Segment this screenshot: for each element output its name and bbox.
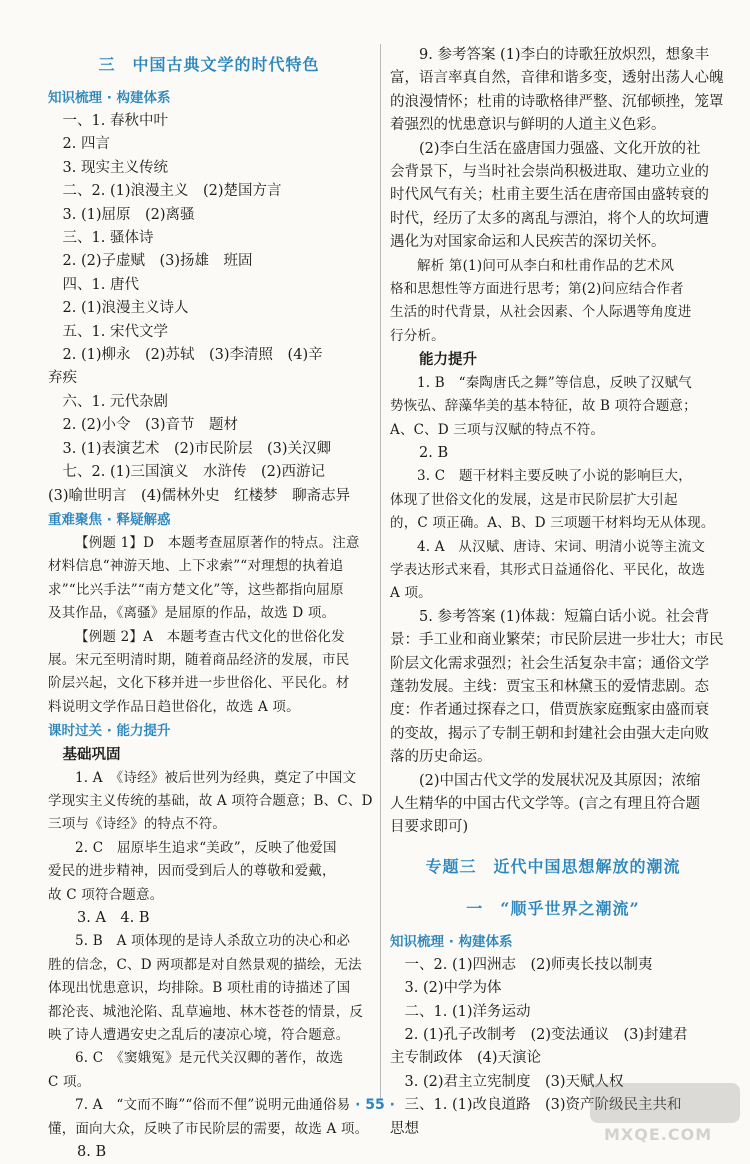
- right-answer-4: [390, 536, 716, 606]
- text-line: 5. B A 项体现的是诗人杀敌立功的决心和必: [75, 933, 351, 950]
- watermark-logo: [590, 1083, 740, 1145]
- text-line: 人生精华的中国古代文学等。(言之有理且符合题: [390, 796, 701, 812]
- text-line: 学表达形式来看，其形式日益通俗化、平民化，故选: [390, 561, 706, 578]
- text-line: 2. C 屈原毕生追求“美政”，反映了他爱国: [75, 839, 337, 856]
- text-line: 落的历史命运。: [390, 749, 492, 766]
- answer-5: [48, 930, 370, 1047]
- zhishi-list: [48, 110, 370, 508]
- answer-1: [48, 767, 373, 837]
- text-line: 3. (1)表演艺术 (2)市民阶层 (3)关汉卿: [62, 440, 332, 457]
- answer-3-4: 3. A 4. B: [77, 910, 150, 926]
- subsection-title: 一 “顺乎世界之潮流”: [466, 898, 640, 918]
- text-line: 目要求即可): [390, 819, 469, 836]
- nengli-heading: 能力提升: [419, 351, 477, 369]
- text-line: 2. (1)柳永 (2)苏轼 (3)李清照 (4)辛: [62, 347, 323, 364]
- text-line: 学现实主义传统的基础，故 A 项符合题意；B、C、D: [48, 792, 373, 809]
- text-line: 2. 四言: [62, 136, 110, 153]
- right-answer-3: [390, 465, 716, 535]
- text-line: 3. C 题干材料主要反映了小说的影响巨大，: [417, 468, 692, 485]
- text-line: 7. A “文而不晦”“俗而不俚”说明元曲通俗易: [75, 1097, 351, 1114]
- text-line: 9. 参考答案 (1)李白的诗歌狂放炽烈，想象丰: [419, 47, 710, 63]
- text-line: 胜的信念，C、D 两项都是对自然景观的描绘，无法: [48, 956, 362, 973]
- text-line: 遇化为对国家命运和人民疾苦的深切关怀。: [390, 234, 666, 251]
- text-line: (2)中国古代文学的发展状况及其原因；浓缩: [419, 772, 701, 789]
- text-line: 三项与《诗经》的特点不符。: [48, 816, 227, 833]
- zhishi-heading-2: 知识梳理 · 构建体系: [390, 933, 513, 950]
- right-answer-1: [390, 372, 716, 442]
- text-line: 主专制政体 (4)天演论: [390, 1050, 542, 1067]
- text-line: 2. (2)子虚赋 (3)扬雄 班固: [62, 253, 253, 270]
- text-line: 势恢弘、辞藻华美的基本特征，故 B 项符合题意；: [390, 398, 697, 415]
- text-line: (2)李白生活在盛唐国力强盛、文化开放的社: [419, 140, 701, 157]
- text-line: 会背景下，与当时社会崇尚积极进取、建功立业的: [390, 164, 709, 181]
- right-answer-5b: [390, 770, 716, 840]
- text-line: 故 C 项符合题意。: [48, 886, 164, 903]
- text-line: 及其作品，《离骚》是屈原的作品，故选 D 项。: [48, 605, 336, 622]
- text-line: 映了诗人遭遇安史之乱后的凄凉心境，符合题意。: [48, 1027, 350, 1044]
- column-divider: [380, 44, 381, 1099]
- text-line: 2. (1)孔子改制考 (2)变法通议 (3)封建君: [404, 1027, 688, 1044]
- text-line: 的，C 项正确。A、B、D 三项题干材料均无从体现。: [390, 515, 715, 532]
- text-line: 2. (2)小令 (3)音节 题材: [62, 417, 239, 434]
- text-line: 展。宋元至明清时期，随着商品经济的发展，市民: [48, 651, 350, 668]
- text-line: 着强烈的忧患意识与鲜明的人道主义色彩。: [390, 117, 666, 134]
- keshi-heading: 课时过关 · 能力提升: [48, 723, 171, 740]
- left-column: [48, 44, 373, 1164]
- text-line: 2. (1)浪漫主义诗人: [62, 300, 189, 317]
- question-9-part2: [390, 138, 716, 255]
- text-line: 的浪漫情怀；杜甫的诗歌格律严整、沉郁顿挫，笼罩: [390, 93, 724, 110]
- text-line: 生活的时代背景，从社会因素、个人际遇等角度进: [390, 304, 692, 321]
- right-answer-2: 2. B: [419, 444, 449, 461]
- text-line: 都沦丧、城池沦陷、乱草遍地、林木苍苍的情景，反: [48, 1003, 364, 1020]
- text-line: 阶层兴起，文化下移并进一步世俗化、平民化。材: [48, 675, 350, 692]
- example-2: [48, 626, 370, 720]
- right-answer-5: [390, 606, 724, 770]
- text-line: C 项。: [48, 1073, 91, 1090]
- right-column: [390, 44, 724, 1141]
- text-line: (3)喻世明言 (4)儒林外史 红楼梦 聊斋志异: [48, 487, 351, 504]
- example-1: [48, 532, 370, 626]
- text-line: 蓬勃发展。主线：贾宝玉和林黛玉的爱情悲剧。态: [390, 678, 709, 695]
- text-line: 1. A 《诗经》被后世列为经典，奠定了中国文: [75, 769, 357, 786]
- answer-2: [48, 837, 370, 907]
- text-line: 五、1. 宋代文学: [62, 323, 168, 340]
- text-line: 【例题 1】D 本题考查屈原著作的特点。注意: [75, 534, 360, 551]
- text-line: 6. C 《窦娥冤》是元代关汉卿的著作，故选: [75, 1050, 344, 1067]
- text-line: 3. (2)君主立宪制度 (3)天赋人权: [404, 1073, 624, 1090]
- jichu-heading: 基础巩固: [62, 746, 121, 764]
- text-line: 三、1. (1)改良道路 (3)资产阶级民主共和: [404, 1097, 682, 1114]
- section-title: 三 中国古典文学的时代特色: [98, 55, 320, 74]
- answer-6: [48, 1047, 370, 1094]
- text-line: 时代，经历了太多的离乱与漂泊，将个人的坎坷遭: [390, 210, 709, 227]
- text-line: 度：作者通过探春之口，借贾族家庭甄家由盛而衰: [390, 702, 709, 719]
- text-line: 3. (2)中学为体: [404, 980, 502, 997]
- zhishi-heading: 知识梳理 · 构建体系: [48, 90, 171, 106]
- text-line: A 项。: [390, 585, 432, 602]
- text-line: 爱民的进步精神，因而受到后人的尊敬和爱戴，: [48, 863, 336, 880]
- text-line: 3. 现实主义传统: [62, 159, 168, 176]
- text-line: 格和思想性等方面进行思考；第(2)问应结合作者: [390, 281, 684, 298]
- text-line: 富，语言率真自然，音律和谐多变，透射出荡人心魄: [390, 70, 724, 87]
- text-line: 行分析。: [390, 327, 445, 344]
- text-line: 4. A 从汉赋、唐诗、宋词、明清小说等主流文: [417, 538, 706, 555]
- page-number: · 55 ·: [355, 1097, 395, 1113]
- text-line: 一、2. (1)四洲志 (2)师夷长技以制夷: [404, 956, 653, 973]
- text-line: 5. 参考答案 (1)体裁：短篇白话小说。社会背: [419, 608, 710, 625]
- text-line: 解析 第(1)问可从李白和杜甫作品的艺术风: [417, 257, 675, 274]
- text-line: 六、1. 元代杂剧: [62, 393, 168, 410]
- text-line: 材料信息“神游天地、上下求索”“对理想的执着追: [48, 558, 344, 575]
- text-line: 景：手工业和商业繁荣；市民阶层进一步壮大；市民: [390, 632, 724, 649]
- zhongnan-heading: 重难聚焦 · 释疑解惑: [48, 511, 171, 528]
- text-line: 三、1. 骚体诗: [62, 230, 154, 247]
- text-line: 体现了世俗文化的发展，这是市民阶层扩大引起: [390, 491, 678, 508]
- text-line: 的变故，揭示了专制王朝和封建社会由强大走向败: [390, 725, 709, 742]
- text-line: 时代风气有关；杜甫主要生活在唐帝国由盛转衰的: [390, 187, 709, 204]
- text-line: 弃疾: [48, 370, 77, 387]
- text-line: 七、2. (1)三国演义 水浒传 (2)西游记: [62, 464, 326, 481]
- watermark-badge: [590, 1083, 740, 1123]
- question-9-part1: [390, 44, 724, 138]
- answer-8: 8. B: [77, 1144, 107, 1161]
- question-9-analysis: [390, 255, 716, 349]
- text-line: 3. (1)屈原 (2)离骚: [62, 206, 195, 223]
- text-line: 一、1. 春秋中叶: [62, 113, 168, 129]
- text-line: 懂，面向大众，反映了市民阶层的需要，故选 A 项。: [48, 1120, 369, 1137]
- text-line: 【例题 2】A 本题考查古代文化的世俗化发: [75, 628, 345, 645]
- text-line: 二、2. (1)浪漫主义 (2)楚国方言: [62, 183, 282, 200]
- text-line: 四、1. 唐代: [62, 276, 139, 293]
- watermark-site: MXQE.COM: [604, 1125, 713, 1144]
- topic-title: 专题三 近代中国思想解放的潮流: [425, 856, 681, 876]
- text-line: 求”“比兴手法”“南方楚文化”等，这些都指向屈原: [48, 581, 344, 598]
- text-line: A、C、D 三项与汉赋的特点不符。: [390, 421, 605, 438]
- text-line: 1. B “秦陶唐氏之舞”等信息，反映了汉赋气: [417, 374, 692, 391]
- text-line: 料说明文学作品日趋世俗化，故选 A 项。: [48, 698, 300, 715]
- text-line: 二、1. (1)洋务运动: [404, 1003, 531, 1020]
- text-line: 体现出忧患意识，均排除。B 项杜甫的诗描述了国: [48, 980, 351, 997]
- text-line: 思想: [390, 1120, 419, 1137]
- text-line: 阶层文化需求强烈；社会生活复杂丰富；通俗文学: [390, 655, 709, 672]
